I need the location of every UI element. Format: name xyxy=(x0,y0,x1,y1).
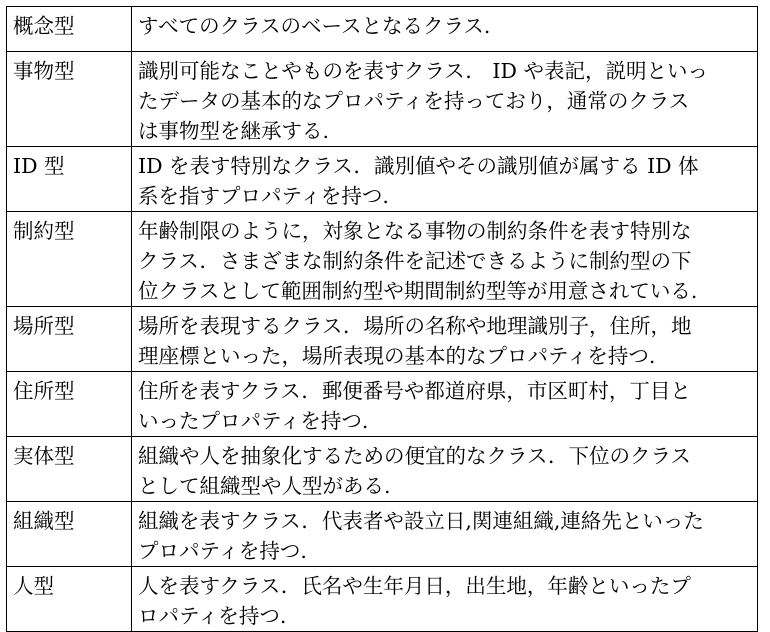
description-line: 位クラスとして範囲制約型や期間制約型等が用意されている. xyxy=(138,279,698,303)
description-line: 系を指すプロパティを持つ. xyxy=(138,184,389,208)
table-row xyxy=(7,567,758,632)
description-line: 住所を表すクラス．郵便番号や都道府県，市区町村，丁目と xyxy=(138,379,691,403)
description-line: ID を表す特別なクラス．識別値やその識別値が属する ID 体 xyxy=(138,154,699,178)
description-line: 組織を表すクラス．代表者や設立日,関連組織,連絡先といった xyxy=(138,509,704,533)
class-name-cell: 住所型 xyxy=(7,372,132,437)
description-line: 場所を表現するクラス．場所の名称や地理識別子，住所，地 xyxy=(138,314,692,338)
description-line: として組織型や人型がある. xyxy=(138,474,391,498)
description-line: は事物型を継承する. xyxy=(138,119,330,143)
table-row xyxy=(7,147,758,212)
class-description-cell xyxy=(132,372,758,437)
description-line: 人を表すクラス．氏名や生年月日，出生地，年齢といったプ xyxy=(138,574,691,598)
class-name-cell: 実体型 xyxy=(7,437,132,502)
class-name-cell: 制約型 xyxy=(7,212,132,307)
description-line: すべてのクラスのベースとなるクラス. xyxy=(138,14,491,38)
class-description-cell xyxy=(132,567,758,632)
class-name-cell: 人型 xyxy=(7,567,132,632)
description-line: 年齢制限のように，対象となる事物の制約条件を表す特別な xyxy=(138,219,692,243)
table-row xyxy=(7,52,758,147)
class-description-cell xyxy=(132,7,758,52)
class-description-cell xyxy=(132,437,758,502)
table-row xyxy=(7,437,758,502)
table-row xyxy=(7,212,758,307)
class-description-cell xyxy=(132,52,758,147)
class-name-cell: 場所型 xyxy=(7,307,132,372)
description-line: 識別可能なことやものを表すクラス． ID や表記，説明といっ xyxy=(138,59,708,83)
description-line: クラス．さまざまな制約条件を記述できるように制約型の下 xyxy=(138,249,692,273)
class-description-cell xyxy=(132,502,758,567)
description-line: たデータの基本的なプロパティを持っており，通常のクラス xyxy=(138,89,690,113)
class-definition-table xyxy=(6,6,758,632)
description-line: いったプロパティを持つ. xyxy=(138,409,369,433)
description-line: プロパティを持つ. xyxy=(138,539,307,563)
class-description-cell xyxy=(132,212,758,307)
description-line: 理座標といった，場所表現の基本的なプロパティを持つ. xyxy=(138,344,656,368)
class-description-cell xyxy=(132,307,758,372)
description-line: 組織や人を抽象化するための便宜的なクラス．下位のクラス xyxy=(138,444,691,468)
class-name-cell: ID 型 xyxy=(7,147,132,212)
table-row xyxy=(7,372,758,437)
description-line: ロパティを持つ. xyxy=(138,604,287,628)
table-row xyxy=(7,307,758,372)
class-name-cell: 事物型 xyxy=(7,52,132,147)
class-description-cell xyxy=(132,147,758,212)
table-row xyxy=(7,7,758,52)
table-row xyxy=(7,502,758,567)
class-name-cell: 組織型 xyxy=(7,502,132,567)
class-name-cell: 概念型 xyxy=(7,7,132,52)
